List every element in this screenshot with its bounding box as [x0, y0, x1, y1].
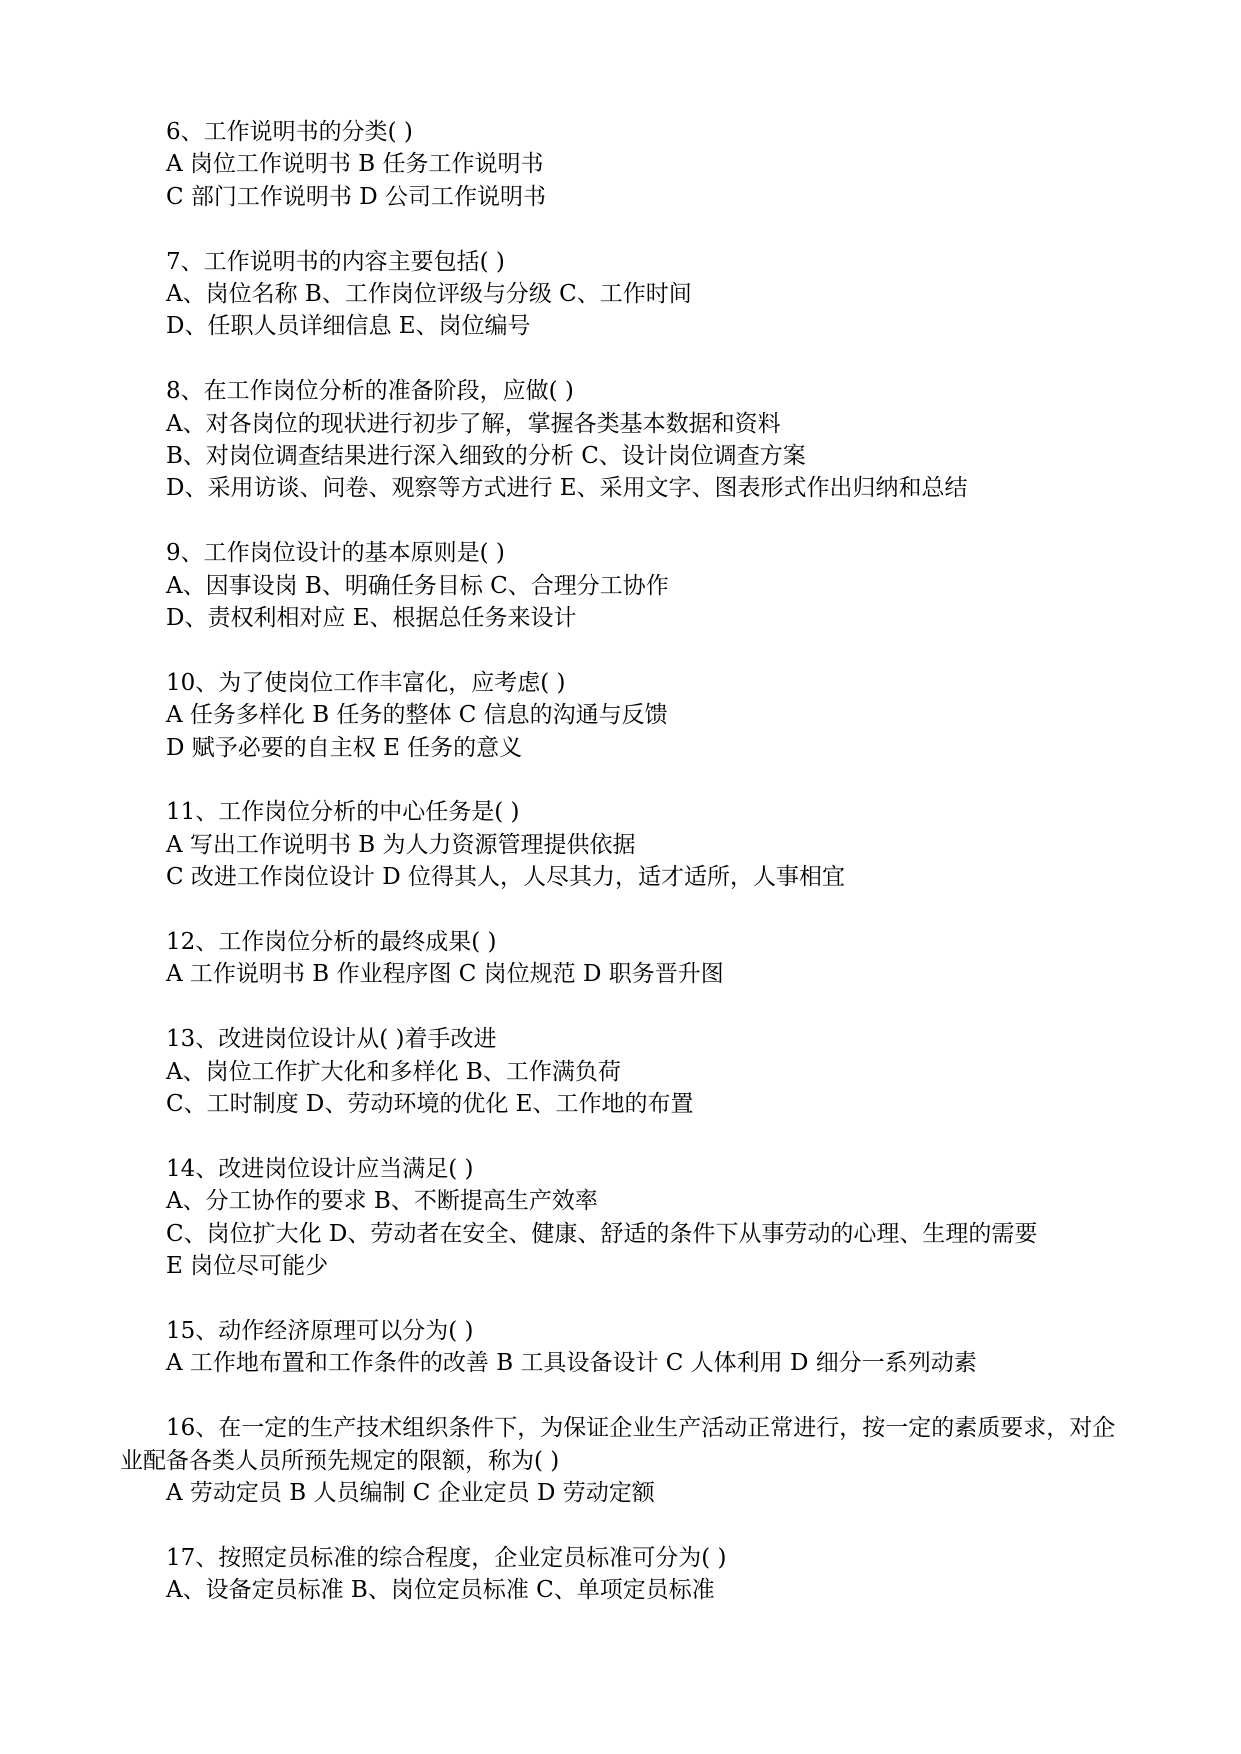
question-option-line: D 赋予必要的自主权 E 任务的意义 — [166, 734, 523, 761]
question-14 — [120, 1153, 1130, 1283]
question-stem: 10、为了使岗位工作丰富化，应考虑( ) — [166, 669, 566, 696]
question-10 — [120, 667, 1130, 764]
question-16 — [120, 1412, 1130, 1509]
question-option-line: E 岗位尽可能少 — [166, 1253, 329, 1280]
question-option-line: C、工时制度 D、劳动环境的优化 E、工作地的布置 — [166, 1091, 694, 1118]
question-7 — [120, 246, 1130, 343]
question-stem: 12、工作岗位分析的最终成果( ) — [166, 929, 497, 956]
question-list — [120, 116, 1130, 1639]
question-9 — [120, 537, 1130, 634]
question-option-line: D、责权利相对应 E、根据总任务来设计 — [166, 605, 577, 632]
question-stem: 15、动作经济原理可以分为( ) — [166, 1317, 474, 1344]
question-option-line: C、岗位扩大化 D、劳动者在安全、健康、舒适的条件下从事劳动的心理、生理的需要 — [166, 1220, 1038, 1247]
question-option-line: A、分工协作的要求 B、不断提高生产效率 — [166, 1188, 598, 1215]
question-6 — [120, 116, 1130, 213]
question-option-line: A 写出工作说明书 B 为人力资源管理提供依据 — [166, 831, 636, 858]
question-option-line: D、任职人员详细信息 E、岗位编号 — [166, 313, 531, 340]
question-option-line: A 工作地布置和工作条件的改善 B 工具设备设计 C 人体利用 D 细分一系列动素 — [166, 1350, 977, 1377]
question-option-line: D、采用访谈、问卷、观察等方式进行 E、采用文字、图表形式作出归纳和总结 — [166, 475, 968, 502]
question-17 — [120, 1542, 1130, 1607]
question-stem: 6、工作说明书的分类( ) — [166, 119, 413, 145]
question-option-line: A、对各岗位的现状进行初步了解，掌握各类基本数据和资料 — [166, 410, 781, 437]
question-option-line: A、岗位名称 B、工作岗位评级与分级 C、工作时间 — [166, 281, 692, 308]
question-stem: 9、工作岗位设计的基本原则是( ) — [166, 540, 505, 567]
question-stem: 11、工作岗位分析的中心任务是( ) — [166, 799, 520, 826]
question-stem: 17、按照定员标准的综合程度，企业定员标准可分为( ) — [166, 1544, 727, 1571]
question-8 — [120, 375, 1130, 505]
question-option-line: A、设备定员标准 B、岗位定员标准 C、单项定员标准 — [166, 1577, 715, 1604]
question-13 — [120, 1023, 1130, 1120]
question-15 — [120, 1315, 1130, 1380]
question-11 — [120, 796, 1130, 893]
question-option-line: A 工作说明书 B 作业程序图 C 岗位规范 D 职务晋升图 — [166, 961, 724, 988]
question-stem: 8、在工作岗位分析的准备阶段，应做( ) — [166, 378, 574, 405]
question-option-line: B、对岗位调查结果进行深入细致的分析 C、设计岗位调查方案 — [166, 443, 806, 470]
question-stem: 14、改进岗位设计应当满足( ) — [166, 1155, 474, 1182]
question-stem: 7、工作说明书的内容主要包括( ) — [166, 248, 505, 275]
question-option-line: A 劳动定员 B 人员编制 C 企业定员 D 劳动定额 — [166, 1479, 655, 1506]
question-option-line: C 部门工作说明书 D 公司工作说明书 — [166, 183, 546, 210]
question-stem: 13、改进岗位设计从( )着手改进 — [166, 1026, 497, 1053]
question-stem: 16、在一定的生产技术组织条件下，为保证企业生产活动正常进行，按一定的素质要求，对企业配备各类人员所预先规定的限额，称为( ) — [120, 1415, 1116, 1474]
question-option-line: A 任务多样化 B 任务的整体 C 信息的沟通与反馈 — [166, 702, 668, 729]
question-option-line: C 改进工作岗位设计 D 位得其人，人尽其力，适才适所，人事相宜 — [166, 864, 845, 891]
question-12 — [120, 926, 1130, 991]
question-option-line: A、因事设岗 B、明确任务目标 C、合理分工协作 — [166, 572, 669, 599]
question-option-line: A 岗位工作说明书 B 任务工作说明书 — [166, 151, 544, 178]
question-option-line: A、岗位工作扩大化和多样化 B、工作满负荷 — [166, 1058, 621, 1085]
